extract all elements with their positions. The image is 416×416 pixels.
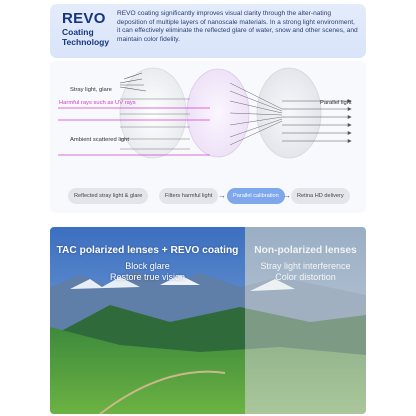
step-parallel-calibration: Parallel calibration [227,188,285,204]
revo-title-block [62,11,114,48]
step-reflected-glare: Reflected stray light & glare [68,188,148,204]
revo-card [50,4,366,58]
label-parallel-light: Parallel light [320,100,352,106]
step-arrow-icon: → [283,191,291,200]
revo-description: REVO coating significantly improves visual clarity through the alter-nating deposition of multiple layers of nanoscale materials. In a strong light environment, it can effectively eliminate the reflected glare of water, snow and other scenes, and maintain color fidelity. [117,10,358,43]
polarized-title: TAC polarized lenses + REVO coating [56,245,239,256]
step-arrow-icon: → [218,191,226,200]
lens-diagram [50,61,366,187]
label-stray-light: Stray light, glare [70,87,112,93]
process-steps [60,188,360,206]
non-polarized-subtitle [245,261,366,283]
revo-title: REVO [62,10,106,27]
lens-3 [257,68,321,158]
step-retina-hd: Retina HD delivery [291,188,350,204]
non-polarized-line-2: Color distortion [275,271,336,282]
revo-subtitle: Coating Technology [62,27,110,47]
label-harmful-rays: Harmful rays such as UV rays [59,100,136,106]
lens-2 [187,69,249,157]
non-polarized-text-block [245,245,366,283]
lens-comparison-photo [50,227,366,414]
step-filters-harmful: Filters harmful light [159,188,218,204]
polarized-subtitle [50,261,245,283]
non-polarized-title: Non-polarized lenses [254,245,357,256]
polarized-line-2: Restore true vision [109,271,186,282]
non-polarized-line-1: Stray light interference [260,261,351,271]
polarized-line-1: Block glare [125,261,170,271]
label-ambient-light: Ambient scattered light [70,137,129,143]
polarized-text-block [50,245,245,283]
